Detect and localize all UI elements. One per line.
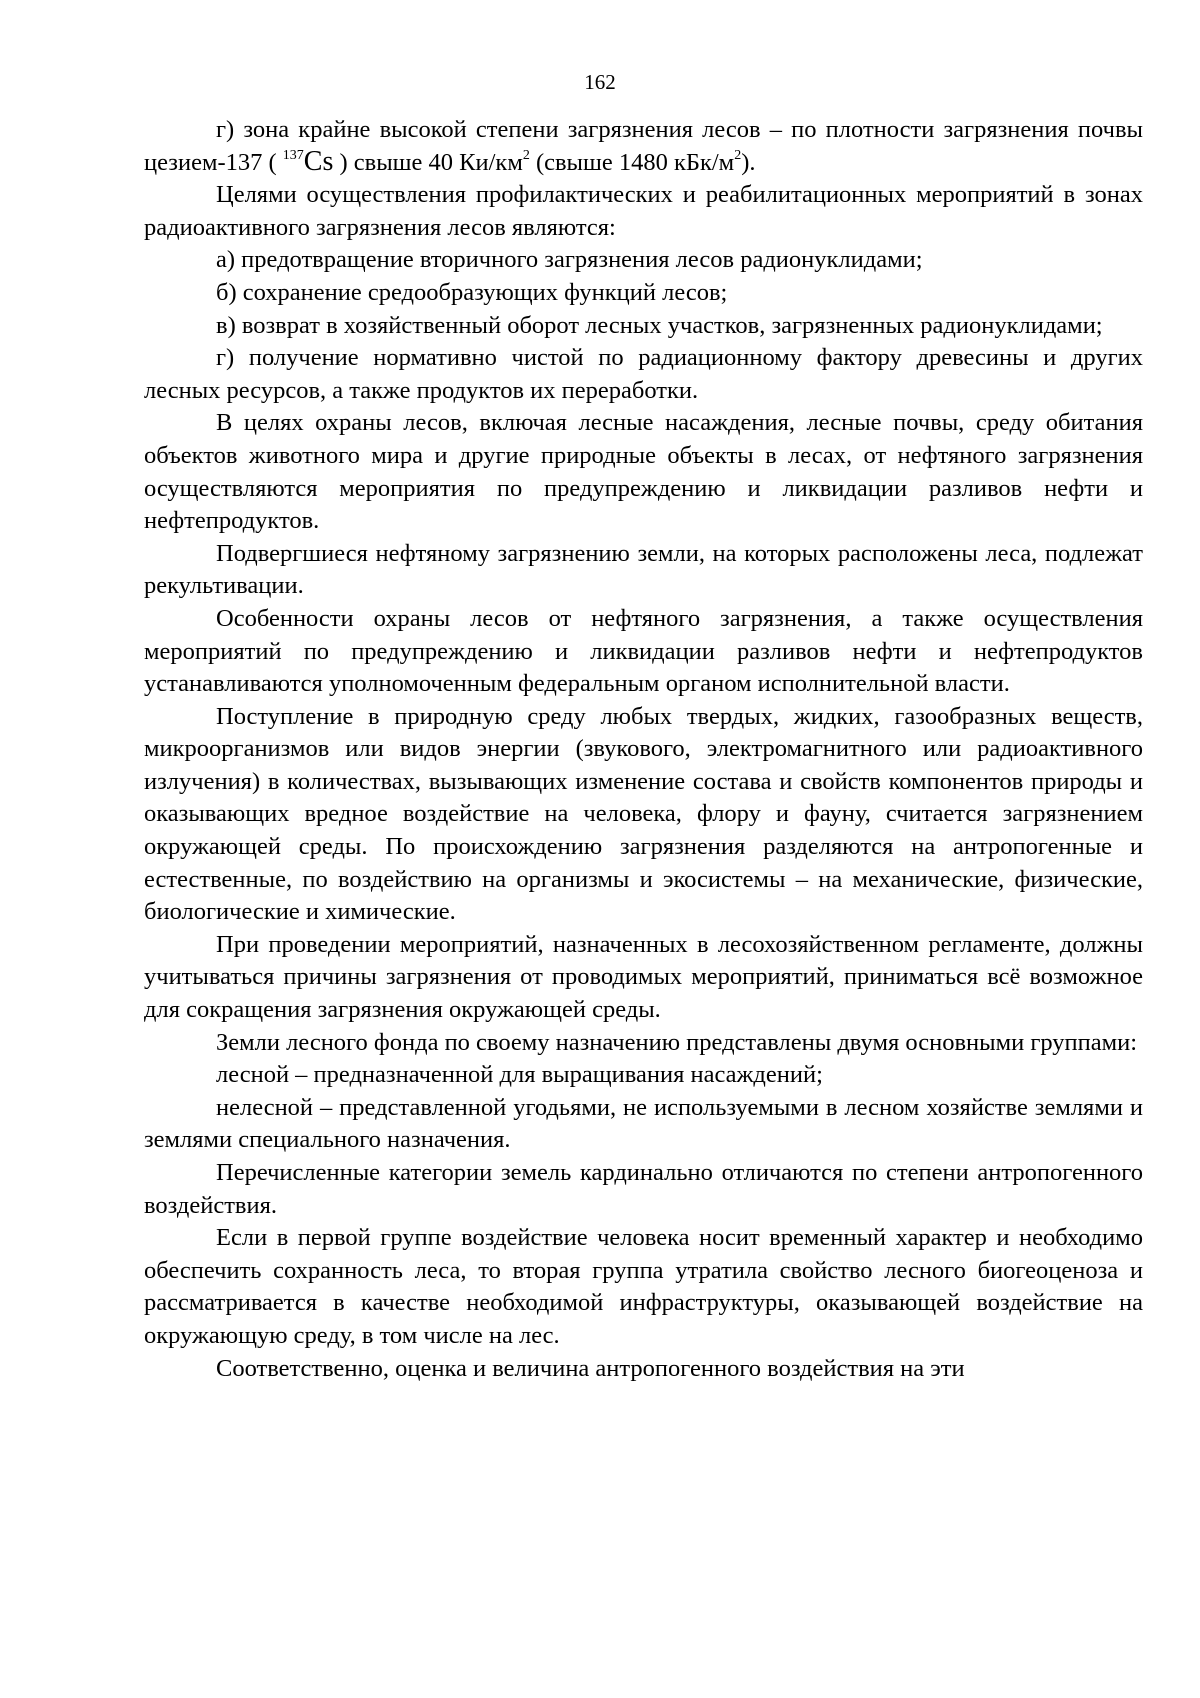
list-item-v: в) возврат в хозяйственный оборот лесных участков, загрязненных радионуклидами; xyxy=(216,311,1103,339)
paragraph-measures: При проведении мероприятий, назначенных в лесохозяйственном регламенте, должны учитываться причины загрязнения от проводимых мероприятий, приниматься всё возможное для сокращения загрязнения окружающей среды. xyxy=(144,930,1143,1024)
paragraph-goals: Целями осуществления профилактических и реабилитационных мероприятий в зонах радиоактивного загрязнения лесов являются: xyxy=(144,181,1143,241)
list-item-nonforest-land: нелесной – представленной угодьями, не используемыми в лесном хозяйстве землями и землями специального назначения. xyxy=(144,1093,1143,1154)
isotope-mass-number: 137 xyxy=(282,147,304,163)
superscript: 2 xyxy=(734,147,742,163)
paragraph-oil-features: Особенности охраны лесов от нефтяного загрязнения, а также осуществления мероприятий по предупреждению и ликвидации разливов нефти и нефтепродуктов устанавливаются уполномоченным федеральным органом исполнительной власти. xyxy=(144,604,1143,698)
paragraph-categories: Перечисленные категории земель кардинально отличаются по степени антропогенного воздействия. xyxy=(144,1159,1143,1219)
paragraph-recultivation: Подвергшиеся нефтяному загрязнению земли, на которых расположены леса, подлежат рекультивации. xyxy=(144,539,1143,600)
isotope-cs137 xyxy=(282,145,334,177)
superscript: 2 xyxy=(522,147,530,163)
paragraph-groups-impact: Если в первой группе воздействие человека носит временный характер и необходимо обеспечить сохранность леса, то вторая группа утратила свойство лесного биогеоценоза и рассматривается в качестве необходимой инфраструктуры, оказывающей воздействие на окружающую среду, в том числе на лес. xyxy=(144,1224,1143,1349)
paragraph-assessment: Соответственно, оценка и величина антропогенного воздействия на эти xyxy=(216,1354,965,1382)
paragraph-text: ) свыше 40 Ки/км xyxy=(339,148,523,176)
paragraph-text: (свыше 1480 кБк/м xyxy=(529,148,735,176)
list-item-a: а) предотвращение вторичного загрязнения лесов радионуклидами; xyxy=(216,246,923,274)
paragraph-land-groups: Земли лесного фонда по своему назначению представлены двумя основными группами: xyxy=(216,1028,1138,1056)
paragraph-text: г) зона крайне высокой степени загрязнения лесов – по плотности загрязнения почвы цезием-137 ( xyxy=(144,116,1143,176)
page-number: 162 xyxy=(584,70,616,94)
paragraph-text: ). xyxy=(741,148,756,176)
list-item-forest-land: лесной – предназначенной для выращивания насаждений; xyxy=(216,1061,823,1089)
document-body xyxy=(144,114,1143,1385)
paragraph-contamination-zone-g xyxy=(144,114,1143,179)
paragraph-pollution-definition: Поступление в природную среду любых твердых, жидких, газообразных веществ, микроорганизмов или видов энергии (звукового, электромагнитного или радиоактивного излучения) в количествах, вызывающих изменение состава и свойств компонентов природы и оказывающих вредное воздействие на человека, флору и фауну, считается загрязнением окружающей среды. По происхождению загрязнения разделяются на антропогенные и естественные, по воздействию на организмы и экосистемы – на механические, физические, биологические и химические. xyxy=(144,702,1143,926)
paragraph-oil-protection: В целях охраны лесов, включая лесные насаждения, лесные почвы, среду обитания объектов животного мира и другие природные объекты в лесах, от нефтяного загрязнения осуществляются мероприятия по предупреждению и ликвидации разливов нефти и нефтепродуктов. xyxy=(144,409,1143,535)
list-item-g: г) получение нормативно чистой по радиационному фактору древесины и других лесных ресурсов, а также продуктов их переработки. xyxy=(144,344,1143,404)
isotope-symbol: Cs xyxy=(303,145,334,177)
list-item-b: б) сохранение средообразующих функций лесов; xyxy=(216,278,728,306)
